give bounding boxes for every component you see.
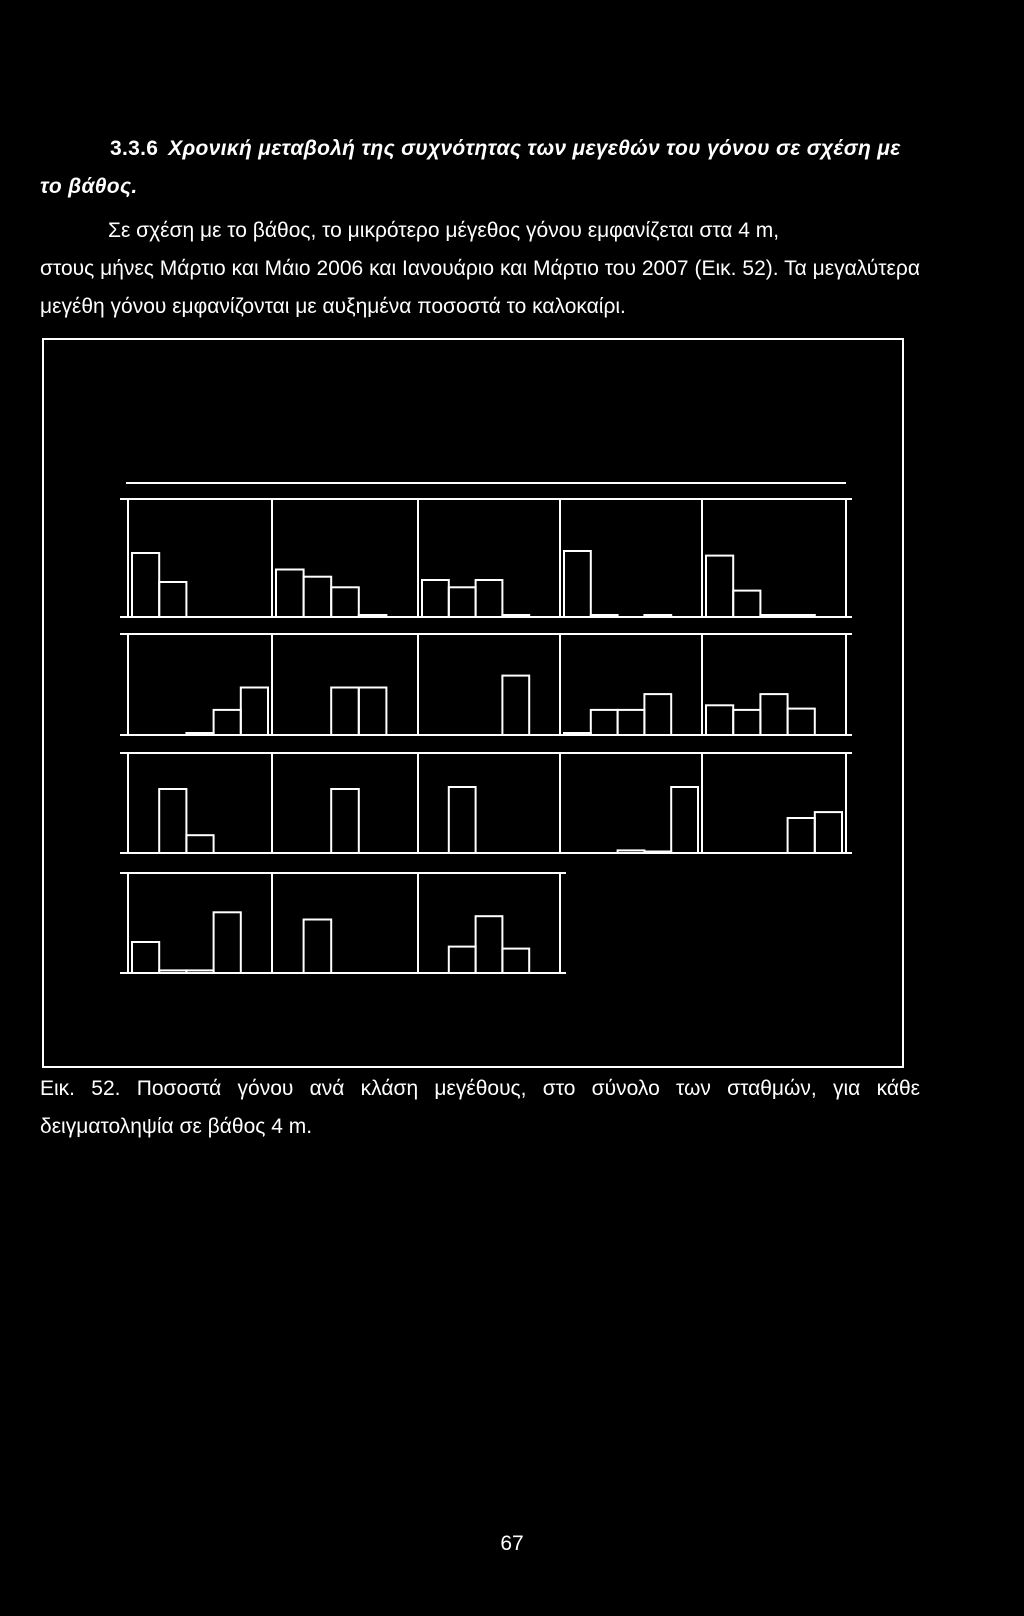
figure-frame (42, 338, 904, 1068)
caption-line-1: Εικ. 52. Ποσοστά γόνου ανά κλάση μεγέθους, στο σύνολο των σταθμών, για κάθε (40, 1077, 920, 1100)
paragraph-line-3: μεγαλύτερα μεγέθη γόνου εμφανίζονται με αυξημένα ποσοστά το καλοκαίρι. (40, 257, 920, 318)
section-heading (40, 130, 920, 206)
paragraph-line-2: στους μήνες Μάρτιο και Μάιο 2006 και Ιανουάριο και Μάρτιο του 2007 (Εικ. 52). Τα (40, 257, 807, 280)
section-number: 3.3.6 (110, 137, 159, 160)
figure-caption (40, 1070, 920, 1146)
section-title: Χρονική μεταβολή της συχνότητας των μεγεθών του γόνου σε σχέση με το βάθος. (40, 137, 901, 198)
caption-line-2: δειγματοληψία σε βάθος 4 m. (40, 1115, 313, 1138)
body-paragraph (40, 212, 920, 326)
paragraph-line-1: Σε σχέση με το βάθος, το μικρότερο μέγεθος γόνου εμφανίζεται στα 4 m, (108, 219, 780, 242)
page-number: 67 (500, 1532, 524, 1555)
